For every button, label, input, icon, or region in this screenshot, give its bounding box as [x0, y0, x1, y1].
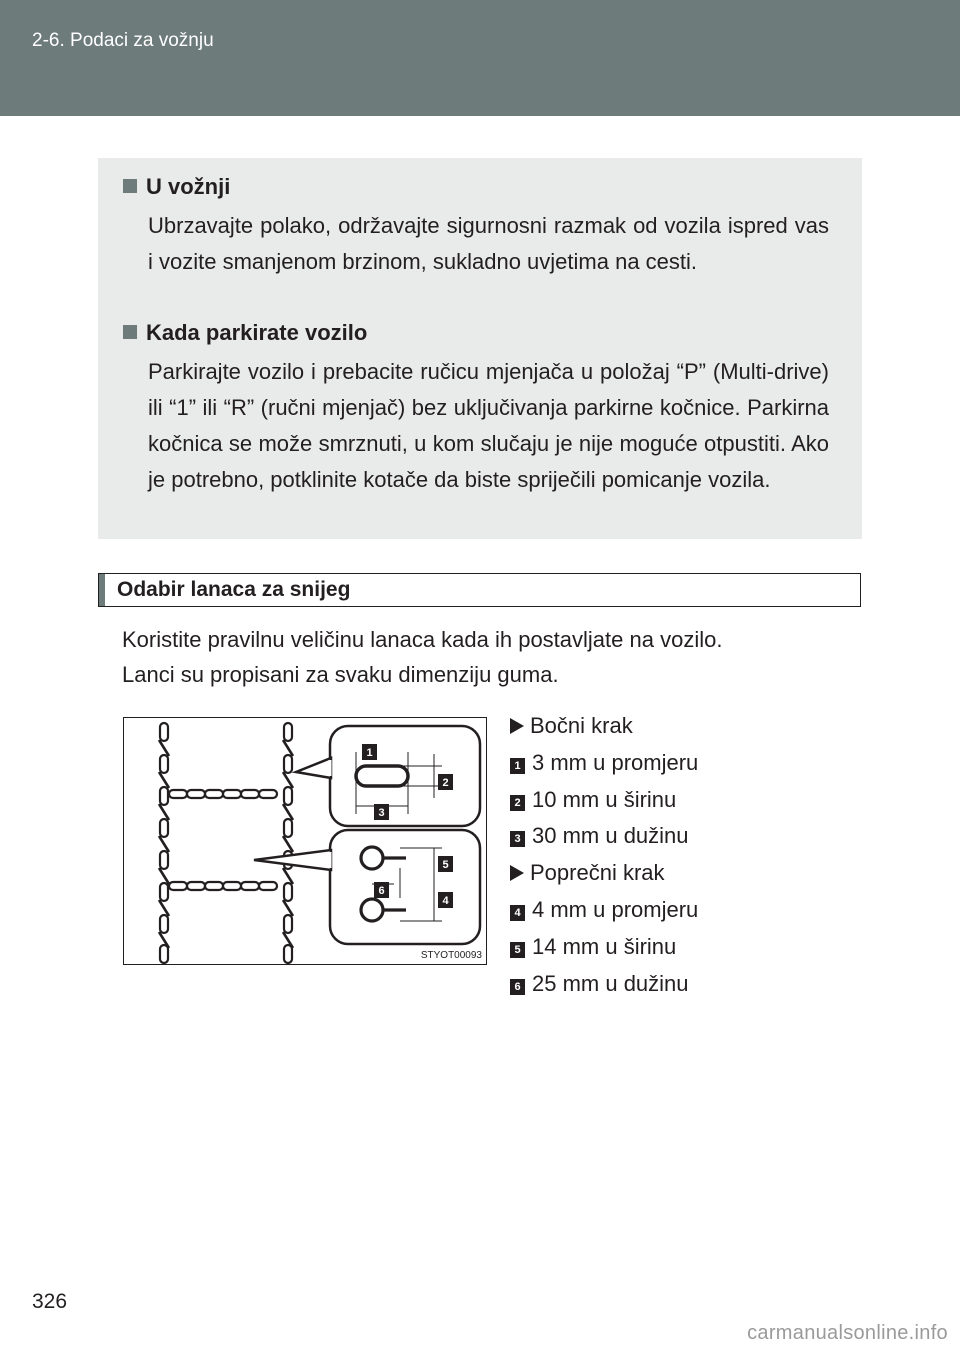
info-text: Parkirajte vozilo i prebacite ručicu mjenjača u položaj “P” (Multi-drive) ili “1” ili “R” (ručni mjenjač) bez uključivanja parkirne kočnice. Parkirna kočnica se može smrznuti, u kom slučaju je nije moguće otpustiti. Ako je potrebno, potklinite kotače da biste spriječili pomicanje vozila.	[148, 359, 829, 492]
page-number: 326	[32, 1290, 68, 1313]
cross-link-detail-box	[330, 830, 480, 944]
svg-text:6: 6	[378, 885, 385, 897]
spec-group-side-link: Bočni krak	[510, 708, 840, 745]
intro-line-1: Koristite pravilnu veličinu lanaca kada ih postavljate na vozilo.	[122, 627, 723, 652]
chain-cross-link-lower	[169, 882, 277, 890]
snow-chain-illustration	[123, 717, 487, 965]
triangle-bullet-icon	[510, 865, 524, 881]
info-box	[98, 158, 862, 539]
number-badge: 5	[510, 942, 525, 958]
info-text: Ubrzavajte polako, održavajte sigurnosni razmak od vozila ispred vas i vozite smanjenom brzinom, sukladno uvjetima na cesti.	[148, 213, 829, 274]
callout-6	[374, 882, 389, 898]
number-badge: 6	[510, 979, 525, 995]
section-marker	[99, 574, 105, 606]
svg-text:2: 2	[442, 777, 449, 789]
spec-item: 2 10 mm u širinu	[510, 782, 840, 819]
spec-group-cross-link: Poprečni krak	[510, 855, 840, 892]
section-title: Odabir lanaca za snijeg	[117, 578, 351, 601]
svg-text:4: 4	[442, 895, 449, 907]
info-heading: Kada parkirate vozilo	[123, 318, 829, 348]
number-badge: 4	[510, 905, 525, 921]
svg-text:3: 3	[378, 807, 385, 819]
callout-2	[438, 774, 453, 790]
svg-text:5: 5	[442, 859, 449, 871]
section-title-bar	[98, 573, 861, 607]
square-bullet-icon	[123, 179, 137, 193]
chain-cross-link-upper	[169, 790, 277, 798]
chain-left-column	[159, 723, 169, 963]
callout-3	[374, 804, 389, 820]
square-bullet-icon	[123, 325, 137, 339]
callout-5	[438, 856, 453, 872]
intro-line-2: Lanci su propisani za svaku dimenziju guma.	[122, 662, 559, 687]
svg-text:1: 1	[366, 747, 373, 759]
side-link-detail-box	[330, 726, 480, 826]
spec-item: 5 14 mm u širinu	[510, 929, 840, 966]
section-breadcrumb: 2-6. Podaci za vožnju	[32, 30, 214, 51]
spec-item: 1 3 mm u promjeru	[510, 745, 840, 782]
number-badge: 3	[510, 831, 525, 847]
chain-right-column	[283, 723, 293, 963]
figure-code: STYOT00093	[420, 950, 482, 961]
callout-4	[438, 892, 453, 908]
number-badge: 2	[510, 795, 525, 811]
info-item-parking	[123, 318, 829, 498]
spec-item: 6 25 mm u dužinu	[510, 966, 840, 1003]
watermark: carmanualsonline.info	[747, 1322, 948, 1344]
number-badge: 1	[510, 758, 525, 774]
spec-item: 3 30 mm u dužinu	[510, 818, 840, 855]
chain-spec-list	[510, 708, 840, 1002]
info-item-driving	[123, 172, 829, 280]
spec-item: 4 4 mm u promjeru	[510, 892, 840, 929]
info-heading: U vožnji	[123, 172, 829, 202]
page-header	[0, 0, 960, 116]
snow-chain-diagram	[124, 718, 486, 964]
callout-1	[362, 744, 377, 760]
triangle-bullet-icon	[510, 718, 524, 734]
